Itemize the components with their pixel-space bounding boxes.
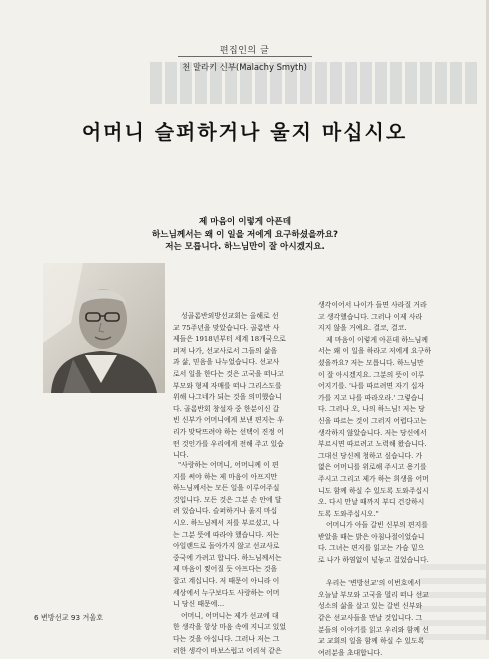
body-line: 어지기를. '나를 따르려면 자기 십자 [318,382,425,391]
body-line: 오. 다시 만날 때까지 부디 건강하시 [318,498,425,507]
body-line: 니다. [173,451,189,460]
page-footer: 6 변방선교 93 겨울호 [34,613,104,622]
body-line: 빈 신부가 어머니에게 보낸 편지는 우 [173,416,284,425]
body-line: 엾은 어머니를 위로해 주시고 용기를 [318,463,427,472]
body-line: 교 75주년을 맞았습니다. 골롬반 사 [173,323,280,332]
body-line: 오늘날 부모와 고국을 멀리 떠나 선교 [318,590,429,599]
body-line: 어머니, 어머니는 제가 선교에 대 [181,611,279,620]
body-line: 다는 것을 아십니다. 그러나 저는 그 [173,634,280,643]
body-line: 아일랜드로 돌아가지 않고 선교사로 [173,542,280,551]
body-line: 로서 일을 한다는 것은 고국을 떠나고 [173,369,284,378]
body-line: 성골롬반외방선교회는 올해로 선 [181,312,279,320]
lead-quote [120,216,370,254]
body-line: 러한 생각이 바보스럽고 어리석 같은 [173,646,282,655]
body-line: 이 잘 아시겠지요. 그분의 뜻이 이루 [318,370,425,379]
body-line: 셨을까요? 저는 모릅니다. 하느님만 [318,358,424,367]
body-line: 니 당신 때문에… [173,600,225,609]
body-line: 교 교회의 일을 함께 하실 수 있도록 [318,637,425,646]
body-line: 세상에서 누구보다도 사랑하는 어머 [173,588,280,597]
body-column-1-bottom [173,460,305,657]
body-line: 부르시면 따르려고 노력해 왔습니다. [318,440,427,449]
body-line: 분들의 이야기를 읽고 우리와 함께 선 [318,625,429,634]
body-line: 지지 않을 거예요. 결코, 결코. [318,324,407,333]
body-line: 제들은 1918년부터 세계 18개국으로 [173,335,286,344]
body-line: 지를 써야 하는 제 마음이 아프지만 [173,472,278,481]
portrait-icon [43,263,165,393]
paragraph-gap [318,567,458,579]
body-line: 로 나가 하염없이 넋놓고 걸었습니다. [318,556,429,565]
body-line: 시오. 하느님께서 저를 부르셨고, 나 [173,518,280,527]
header-rule [178,56,312,57]
body-line: 것입니다. 모든 것은 그분 손 안에 달 [173,495,282,504]
lead-line: 저는 모릅니다. 하느님만이 잘 아시겠지요. [165,242,325,252]
body-line: 우리는 '변방선교'의 이번호에서 [326,579,421,588]
body-line: 다. 그녀는 편지를 읽고는 가슴 밑으 [318,544,425,553]
body-line: 여러분을 초대합니다. [318,648,383,657]
body-line: 제 마음이 이렇게 아픈데 하느님께 [326,335,428,344]
body-line: 성소의 삶을 살고 있는 갈빈 신부와 [318,602,423,611]
body-line: 잘고 계십니다. 저 때문이 아니라 이 [173,576,280,585]
column-series-label: 편집인의 글 [219,46,270,56]
body-line: 떤 것인가를 우리에게 전해 주고 있습 [173,439,284,448]
author-portrait-photo [43,263,165,393]
body-line: "사랑하는 어머니, 어머니께 이 편 [178,461,279,469]
body-line: 신을 따르는 것이 그러지 어렵다고는 [318,416,427,425]
body-line: 주시고 그리고 제가 하는 희생을 어머 [318,474,429,483]
body-line: 려 있습니다. 슬퍼하거나 울지 마십 [173,507,278,516]
body-line: 다. 골롬반회 창설자 중 한분이신 갈 [173,404,280,413]
body-line: 과 삶, 믿음을 나누었습니다. 선교사 [173,358,280,367]
body-line: 도록 도와주십시오." [318,509,379,518]
body-line: 위해 나그네가 되는 것을 의미했습니 [173,393,282,402]
body-line: 생각이어서 나이가 들면 사라질 거라 [318,301,427,309]
body-line: 는 그분 뜻에 따라야 했습니다. 저는 [173,530,280,539]
body-line: 니도 함께 하실 수 있도록 도와주십시 [318,486,429,495]
lead-line: 제 마음이 이렇게 아픈데 [199,217,291,227]
body-line: 같은 선교사들을 만날 것입니다. 그 [318,614,423,623]
body-line: 어머니가 아들 갈빈 신부의 편지를 [326,521,428,530]
body-line: 생각하지 않았습니다. 저는 당신에서 [318,428,427,437]
body-column-1-top [173,311,303,462]
body-line: 한 생각을 항상 마음 속에 지니고 있었 [173,623,286,632]
body-line: 고 생각했습니다. 그러나 이제 사라 [318,312,423,321]
article-title: 어머니 슬퍼하거나 울지 마십시오 [81,120,408,144]
body-line: 다. 그러나 오, 나의 하느님! 저는 당 [318,405,425,414]
body-column-2 [318,300,458,659]
lead-line: 하느님께서는 왜 이 일을 저에게 요구하셨을까요? [152,229,338,240]
body-line: 제 마음이 찢어질 듯 아프다는 것을 [173,565,278,574]
author-byline: 천 말라키 신부(Malachy Smyth) [182,62,307,72]
body-line: 리가 맞닥뜨려야 하는 선택이 진정 어 [173,427,284,436]
body-line: 하느님께서는 모든 일을 이루어주실 [173,484,280,493]
body-line: 가를 지고 나를 따라오라.' 그렇습니 [318,393,425,402]
body-line: 부모와 형제 자매를 떠나 그리스도를 [173,381,282,390]
body-line: 그대신 당신께 청하고 싶습니다. 가 [318,451,423,460]
body-line: 퍼져 나가, 선교사로서 그들의 삶을 [173,346,278,355]
body-line: 중국에 가려고 합니다. 하느님께서는 [173,553,282,562]
body-line: 받았을 때는 밝은 아침나절이었습니 [318,532,425,541]
body-line: 서는 왜 이 일을 하라고 저에게 요구하 [318,347,431,356]
